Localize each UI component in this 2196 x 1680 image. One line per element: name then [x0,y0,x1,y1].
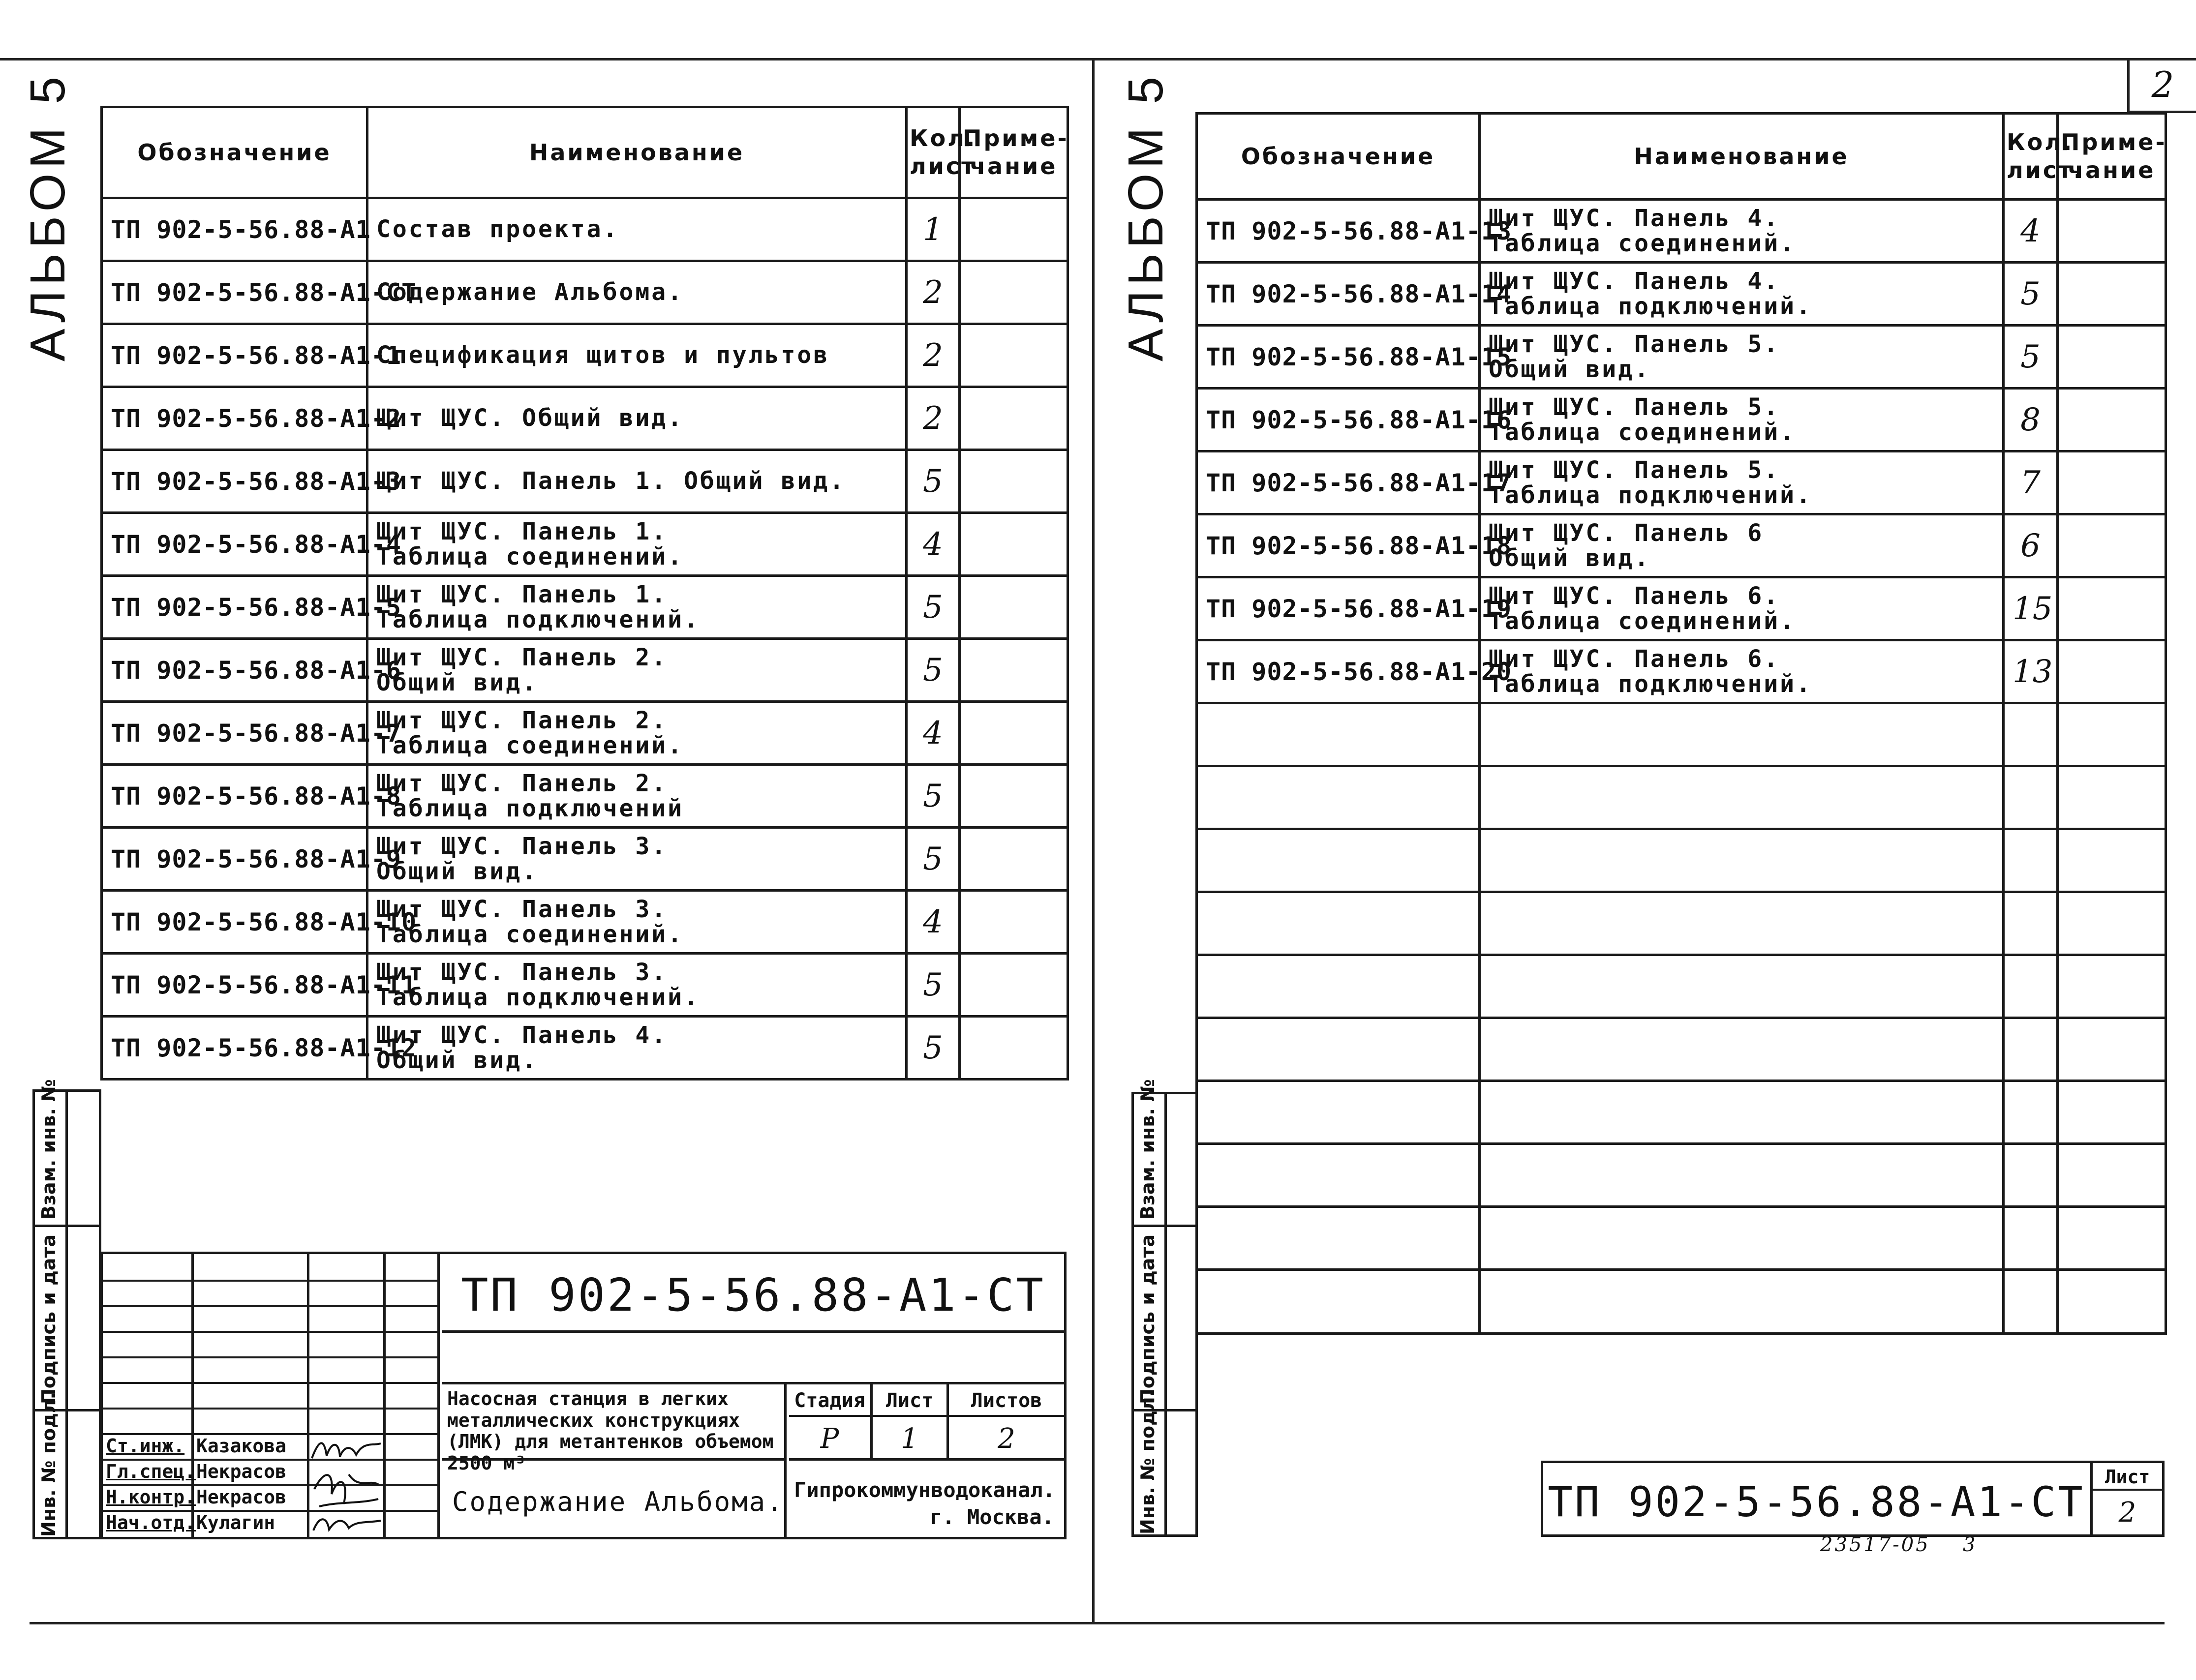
row-sheet-count: 5 [907,954,960,1017]
empty-cell [1480,766,2004,829]
sheet-value: 1 [901,1423,918,1455]
table-row [1197,451,2166,514]
row-note [2058,200,2166,263]
row-name: Щит ЩУС. Панель 3. Таблица соединений. [367,891,907,954]
row-sheet-count: 5 [907,1017,960,1080]
row-designation: ТП 902-5-56.88-А1-7 [102,702,367,765]
table-row [102,1017,1068,1080]
staff-role: Н.контр. [106,1486,196,1508]
row-note [2058,326,2166,389]
table-row [102,702,1068,765]
row-sheet-count: 5 [907,639,960,702]
row-name: Щит ЩУС. Панель 2. Таблица подключений [367,765,907,828]
staff-role: Ст.инж. [106,1435,185,1457]
row-name: Спецификация щитов и пультов [367,324,907,387]
row-name: Щит ЩУС. Панель 6 Общий вид. [1480,514,2004,577]
row-name: Щит ЩУС. Панель 2. Общий вид. [367,639,907,702]
header-note [2058,114,2166,200]
row-name: Щит ЩУС. Панель 1. Общий вид. [367,450,907,513]
stage-value: Р [820,1423,839,1455]
row-designation: ТП 902-5-56.88-А1-14 [1197,263,1480,326]
header-qty [2004,114,2084,200]
row-note [960,1017,1068,1080]
row-sheet-count: 5 [907,576,960,639]
title-doc-code: ТП 902-5-56.88-А1-СТ [461,1269,1045,1321]
row-note [960,324,1068,387]
staff-role: Гл.спец. [106,1461,196,1482]
empty-cell [2058,892,2166,955]
row-name: Щит ЩУС. Панель 3. Таблица подключений. [367,954,907,1017]
title-org-line2: г. Москва. [930,1505,1054,1529]
row-designation: ТП 902-5-56.88-А1-6 [102,639,367,702]
empty-cell [1197,766,1480,829]
header-designation: Обозначение [102,107,367,198]
row-sheet-count: 4 [907,702,960,765]
empty-cell [2004,1018,2058,1081]
bottom-border-line [30,1622,2165,1624]
row-note [960,576,1068,639]
table-row [1197,326,2166,389]
title-object-cell [442,1384,787,1474]
table-row [1197,389,2166,451]
row-sheet-count: 2 [907,261,960,324]
row-sheet-count: 8 [2004,389,2058,451]
row-note [2058,514,2166,577]
empty-row [1197,955,2166,1018]
empty-row [1197,829,2166,892]
row-designation: ТП 902-5-56.88-А1-19 [1197,577,1480,640]
stage-label: Стадия [794,1389,865,1412]
row-designation: ТП 902-5-56.88-А1-10 [102,891,367,954]
row-designation: ТП 902-5-56.88-А1-1 [102,324,367,387]
row-sheet-count: 5 [907,765,960,828]
side-vzam-inv: Взам. инв. № [1137,1079,1159,1220]
side-vzam-inv: Взам. инв. № [38,1079,60,1220]
empty-cell [2004,1081,2058,1144]
row-note [960,765,1068,828]
album-label-left: АЛЬБОМ 5 [20,71,75,361]
row-sheet-count: 6 [2004,514,2058,577]
side-sign-date: Подпись и дата [38,1234,60,1404]
header-note-line1: Приме- [2061,128,2167,155]
row-designation: ТП 902-5-56.88-А1-9 [102,828,367,891]
empty-cell [2058,703,2166,766]
header-qty-line2: лист. [2007,157,2084,183]
empty-cell [1197,703,1480,766]
signature-kulagin [309,1511,383,1535]
row-designation: ТП 902-5-56.88-А1-2 [102,387,367,450]
staff-name: Кулагин [196,1512,275,1533]
side-inv-orig: Инв. № подл. [1137,1389,1159,1534]
side-sign-date: Подпись и дата [1137,1234,1159,1404]
empty-cell [1197,1081,1480,1144]
table-row [1197,200,2166,263]
staff-row [103,1510,307,1535]
row-name: Щит ЩУС. Панель 1. Таблица подключений. [367,576,907,639]
empty-row [1197,1018,2166,1081]
staff-row [103,1484,307,1510]
empty-row [1197,766,2166,829]
empty-cell [2004,703,2058,766]
title-block-signature-grid [103,1254,440,1537]
row-note [2058,263,2166,326]
header-note-line1: Приме- [963,124,1069,151]
page-number: 2 [2151,64,2174,105]
album-label-right: АЛЬБОМ 5 [1118,71,1173,361]
table-row [102,198,1068,261]
right-side-strip [1131,1079,1198,1537]
title-org-line1: Гипрокоммунводоканал. [794,1478,1056,1502]
row-name: Щит ЩУС. Панель 2. Таблица соединений. [367,702,907,765]
row-note [960,828,1068,891]
row-note [960,639,1068,702]
row-name: Щит ЩУС. Панель 5. Таблица соединений. [1480,389,2004,451]
empty-row [1197,1270,2166,1334]
empty-cell [1197,892,1480,955]
empty-cell [2058,829,2166,892]
empty-cell [2058,1207,2166,1270]
header-qty-line1: Кол. [2007,128,2074,155]
row-note [960,954,1068,1017]
row-sheet-count: 2 [907,387,960,450]
right-title-block [1541,1461,2165,1537]
table-row [102,576,1068,639]
row-sheet-count: 5 [2004,326,2058,389]
empty-cell [1197,1207,1480,1270]
empty-cell [1480,829,2004,892]
row-sheet-count: 15 [2004,577,2058,640]
empty-row [1197,892,2166,955]
row-name: Щит ЩУС. Панель 5. Общий вид. [1480,326,2004,389]
row-designation: ТП 902-5-56.88-А1 [102,198,367,261]
row-designation: ТП 902-5-56.88-А1-20 [1197,640,1480,703]
empty-cell [1480,892,2004,955]
title-doc-title-cell [442,1461,787,1537]
page-number-box [2127,58,2196,113]
empty-cell [2004,1270,2058,1334]
table-row [102,387,1068,450]
row-designation: ТП 902-5-56.88-А1-11 [102,954,367,1017]
row-note [2058,577,2166,640]
row-name: Щит ЩУС. Панель 4. Таблица соединений. [1480,200,2004,263]
table-row [1197,514,2166,577]
row-designation: ТП 902-5-56.88-А1-17 [1197,451,1480,514]
table-row [102,954,1068,1017]
empty-row [1197,1207,2166,1270]
empty-cell [2058,1144,2166,1207]
row-note [960,387,1068,450]
row-sheet-count: 7 [2004,451,2058,514]
row-note [960,198,1068,261]
row-designation: ТП 902-5-56.88-А1-16 [1197,389,1480,451]
empty-row [1197,1144,2166,1207]
right-sheet-value: 2 [2118,1497,2136,1529]
empty-cell [2004,1144,2058,1207]
empty-cell [1197,1270,1480,1334]
empty-cell [2004,955,2058,1018]
row-designation: ТП 902-5-56.88-А1-13 [1197,200,1480,263]
right-contents-table [1195,112,2165,1335]
empty-cell [1480,1270,2004,1334]
row-name: Щит ЩУС. Панель 6. Таблица подключений. [1480,640,2004,703]
table-row [102,450,1068,513]
staff-name: Некрасов [196,1486,287,1508]
title-doc-code-cell [442,1254,1064,1333]
row-designation: ТП 902-5-56.88-А1-3 [102,450,367,513]
staff-name: Казакова [196,1435,287,1457]
title-org-cell [789,1461,1064,1537]
top-border-line [0,58,1093,60]
table-row [1197,263,2166,326]
staff-row [103,1433,307,1459]
row-name: Щит ЩУС. Панель 1. Таблица соединений. [367,513,907,576]
empty-cell [1197,955,1480,1018]
row-sheet-count: 4 [907,513,960,576]
table-row [102,765,1068,828]
empty-cell [1480,955,2004,1018]
title-object-name: Насосная станция в легких металлических конструкциях (ЛМК) для метантенков объемом 2500 м³ [447,1388,774,1474]
header-qty [907,107,987,198]
header-note [960,107,1068,198]
staff-role: Нач.отд. [106,1512,196,1533]
title-doc-title: Содержание Альбома. [452,1486,784,1517]
empty-cell [2058,1018,2166,1081]
row-note [960,261,1068,324]
table-row [102,513,1068,576]
row-designation: ТП 902-5-56.88-А1-4 [102,513,367,576]
row-sheet-count: 4 [2004,200,2058,263]
empty-cell [1480,1207,2004,1270]
row-note [2058,389,2166,451]
row-designation: ТП 902-5-56.88-А1-12 [102,1017,367,1080]
header-qty-line2: лист. [910,153,987,180]
empty-cell [2058,955,2166,1018]
row-note [2058,640,2166,703]
center-fold-line [1092,58,1095,1622]
table-row [1197,577,2166,640]
row-name: Щит ЩУС. Панель 4. Таблица подключений. [1480,263,2004,326]
header-note-line2: чание [2068,157,2156,183]
row-name: Содержание Альбома. [367,261,907,324]
header-note-line2: чание [970,153,1058,180]
top-border-line-right [1093,58,2196,60]
row-sheet-count: 5 [2004,263,2058,326]
empty-row [1197,703,2166,766]
right-sheet-box [2090,1463,2162,1534]
row-note [960,702,1068,765]
empty-cell [2004,1207,2058,1270]
row-name: Щит ЩУС. Панель 3. Общий вид. [367,828,907,891]
empty-cell [2004,892,2058,955]
row-designation: ТП 902-5-56.88-А1-СТ [102,261,367,324]
header-name: Наименование [1480,114,2004,200]
staff-name: Некрасов [196,1461,287,1482]
empty-cell [1197,829,1480,892]
empty-cell [2004,766,2058,829]
side-inv-orig: Инв. № подл. [38,1392,60,1537]
table-row [102,891,1068,954]
empty-row [1197,1081,2166,1144]
empty-cell [2058,1270,2166,1334]
empty-cell [2058,766,2166,829]
row-note [960,891,1068,954]
table-row [1197,640,2166,703]
left-side-strip [32,1079,101,1539]
empty-cell [1197,1018,1480,1081]
table-row [102,828,1068,891]
row-sheet-count: 1 [907,198,960,261]
row-name: Щит ЩУС. Панель 4. Общий вид. [367,1017,907,1080]
row-designation: ТП 902-5-56.88-А1-18 [1197,514,1480,577]
row-sheet-count: 13 [2004,640,2058,703]
header-designation: Обозначение [1197,114,1480,200]
footer-page: 3 [1963,1533,1976,1556]
row-name: Состав проекта. [367,198,907,261]
row-name: Щит ЩУС. Панель 5. Таблица подключений. [1480,451,2004,514]
footer-note: 23517-05 [1820,1533,1930,1556]
sheets-value: 2 [998,1423,1015,1455]
empty-cell [1480,703,2004,766]
row-name: Щит ЩУС. Общий вид. [367,387,907,450]
row-name: Щит ЩУС. Панель 6. Таблица соединений. [1480,577,2004,640]
empty-cell [1197,1144,1480,1207]
row-designation: ТП 902-5-56.88-А1-8 [102,765,367,828]
signature-kazakova [309,1436,383,1463]
staff-row [103,1459,307,1484]
empty-cell [1480,1081,2004,1144]
signature-nekrasov [309,1460,383,1514]
sheets-label: Листов [971,1389,1042,1412]
header-qty-line1: Кол. [910,124,977,151]
row-note [960,450,1068,513]
row-designation: ТП 902-5-56.88-А1-5 [102,576,367,639]
empty-cell [1480,1018,2004,1081]
header-name: Наименование [367,107,907,198]
row-sheet-count: 2 [907,324,960,387]
table-row [102,639,1068,702]
row-note [960,513,1068,576]
right-title-doc-code: ТП 902-5-56.88-А1-СТ [1548,1478,2085,1526]
row-designation: ТП 902-5-56.88-А1-15 [1197,326,1480,389]
row-note [2058,451,2166,514]
title-stage-grid [789,1384,1064,1461]
row-sheet-count: 4 [907,891,960,954]
left-contents-table [100,106,1067,1080]
table-row [102,261,1068,324]
table-row [102,324,1068,387]
sheet-label: Лист [885,1389,934,1412]
empty-cell [1480,1144,2004,1207]
empty-cell [2004,829,2058,892]
right-sheet-label: Лист [2104,1466,2150,1488]
row-sheet-count: 5 [907,828,960,891]
row-sheet-count: 5 [907,450,960,513]
left-title-block [100,1252,1067,1539]
empty-cell [2058,1081,2166,1144]
